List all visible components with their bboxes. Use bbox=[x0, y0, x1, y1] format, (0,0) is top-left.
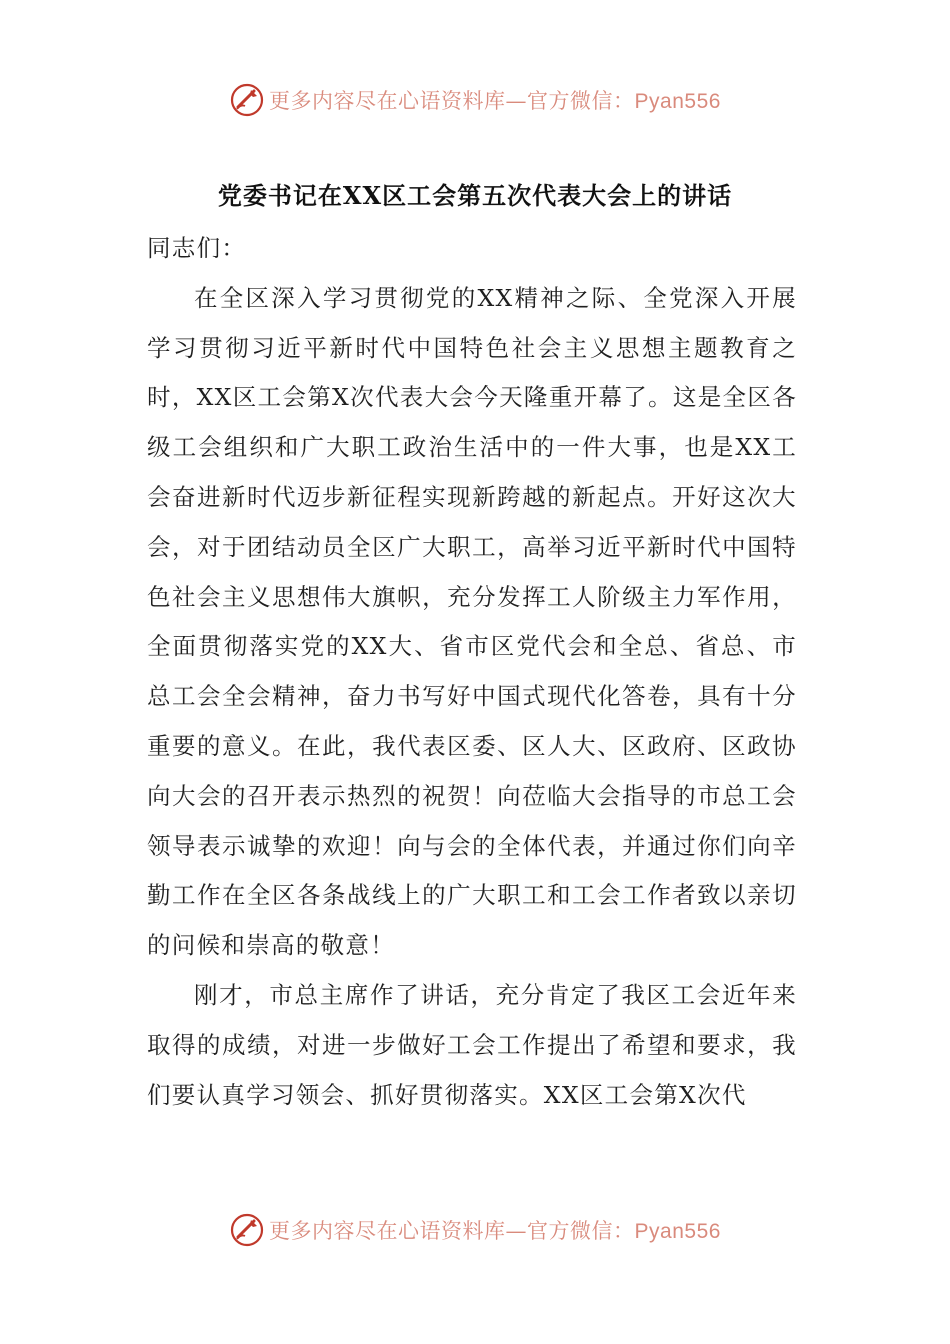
watermark-text: 更多内容尽在心语资料库—官方微信：Pyan556 bbox=[269, 89, 721, 113]
wechat-id: Pyan556 bbox=[634, 1220, 721, 1243]
footer-watermark bbox=[0, 1208, 950, 1252]
document-body bbox=[147, 224, 797, 1120]
pen-logo-icon bbox=[229, 82, 265, 118]
salutation: 同志们： bbox=[147, 234, 247, 262]
paragraph-1: 在全区深入学习贯彻党的XX精神之际、全党深入开展学习贯彻习近平新时代中国特色社会主义思想主题教育之时，XX区工会第X次代表大会今天隆重开幕了。这是全区各级工会组织和广大职工政治生活中的一件大事，也是XX工会奋进新时代迈步新征程实现新跨越的新起点。开好这次大会，对于团结动员全区广大职工，高举习近平新时代中国特色社会主义思想伟大旗帜，充分发挥工人阶级主力军作用，全面贯彻落实党的XX大、省市区党代会和全总、省总、市总工会全会精神，奋力书写好中国式现代化答卷，具有十分重要的意义。在此，我代表区委、区人大、区政府、区政协向大会的召开表示热烈的祝贺！向莅临大会指导的市总工会领导表示诚挚的欢迎！向与会的全体代表，并通过你们向辛勤工作在全区各条战线上的广大职工和工会工作者致以亲切的问候和崇高的敬意！ bbox=[147, 283, 797, 960]
paragraph-2: 刚才，市总主席作了讲话，充分肯定了我区工会近年来取得的成绩，对进一步做好工会工作提出了希望和要求，我们要认真学习领会、抓好贯彻落实。XX区工会第X次代 bbox=[147, 980, 797, 1109]
document-title: 党委书记在XX区工会第五次代表大会上的讲话 bbox=[217, 181, 733, 210]
wechat-id: Pyan556 bbox=[634, 90, 721, 113]
header-watermark bbox=[0, 78, 950, 122]
watermark-text: 更多内容尽在心语资料库—官方微信：Pyan556 bbox=[269, 1219, 721, 1243]
pen-logo-icon bbox=[229, 1212, 265, 1248]
